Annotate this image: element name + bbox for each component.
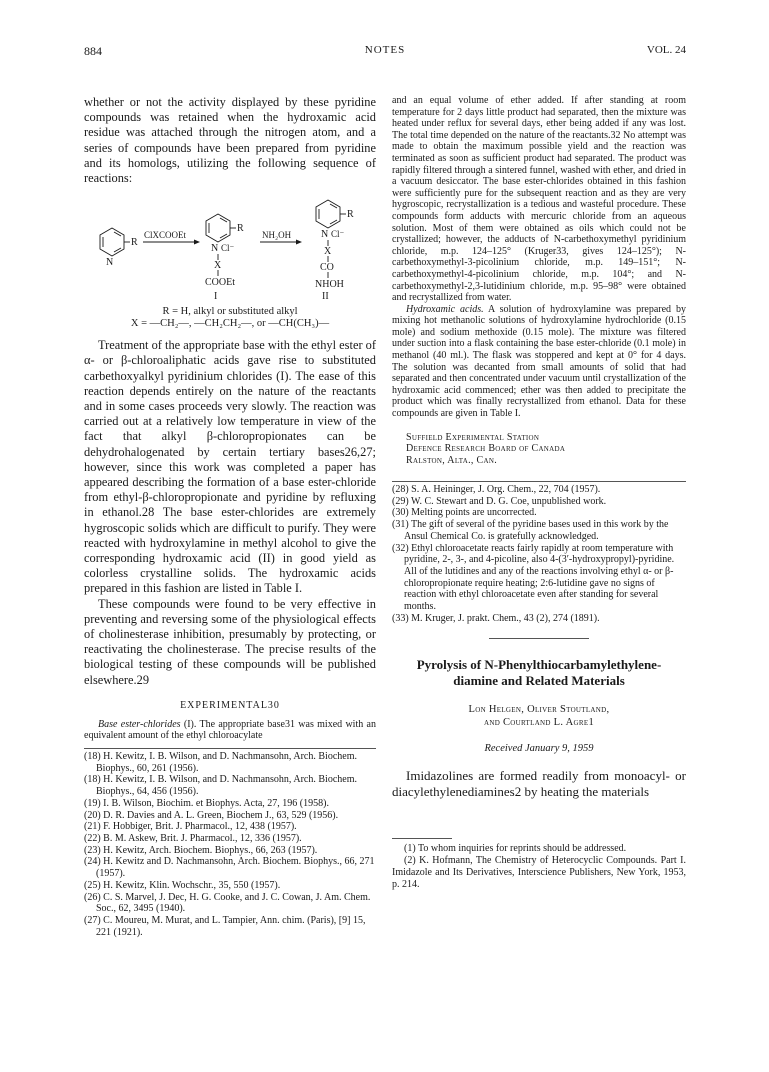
reference: (33) M. Kruger, J. prakt. Chem., 43 (2), 274 (1891). <box>392 612 600 624</box>
scheme-n-2: N <box>211 243 219 255</box>
compound-label-II: II <box>322 291 329 303</box>
reference: (21) F. Hobbiger, Brit. J. Pharmacol., 12, 438 (1957). <box>84 821 297 833</box>
hydroxamic-lead: Hydroxamic acids. <box>406 303 484 315</box>
scheme-x-1: X <box>214 260 222 272</box>
scheme-cl-1: Cl⁻ <box>221 243 235 254</box>
scheme-r-3: R <box>347 209 354 221</box>
hydroxamic-paragraph <box>392 304 686 420</box>
experimental-heading: EXPERIMENTAL30 <box>180 699 280 711</box>
reference: (27) C. Moureu, M. Murat, and L. Tampier, Ann. chim. (Paris), [9] 15, 221 (1921). <box>84 914 366 938</box>
reference: (30) Melting points are uncorrected. <box>392 507 537 519</box>
effect-paragraph: These compounds were found to be very effective in preventing and reversing some of the physiological effects of cholinesterase inhibition, presumably by protecting, or reactivating the cholinesterase. The precise results of the biological testing of these compounds will be published elsewhere.29 <box>84 596 376 687</box>
reference: (29) W. C. Stewart and D. G. Coe, unpublished work. <box>392 495 607 507</box>
experimental-paragraph <box>84 719 376 742</box>
reagent-1: ClXCOOEt <box>144 230 187 241</box>
reference: (19) I. B. Wilson, Biochim. et Biophys. Acta, 27, 196 (1958). <box>84 797 329 809</box>
affiliation-line-2: Defence Research Board of Canada <box>406 443 566 455</box>
experimental-continued: and an equal volume of ether added. If after standing at room temperature for 2 days little product had separated, then the mixture was heated under reflux for several days, ether being added if any was lost. The total time depended on the nature of the reactants.32 No attempt was made to obtain the maximum possible yield and the reaction was terminated as soon as sufficient product had separated. The product was rapidly filtered through a sintered funnel, washed with ether, and dried in a vacuum desiccator. The base ester-chlorides obtained in this fashion were sufficiently pure for the subsequent reaction and as they are very hygroscopic, recrystallization is a tedious and wasteful procedure. These compounds form adducts with mercuric chloride from an aqueous solution. Most of them were obtained as oils which could not be crystallized; however, the adducts of N-carbethoxymethyl pyridinium chloride, m.p. 124–125° (Kruger33, gives 124–125°); N-carbethoxymethyl-3-picolinium chloride, m.p. 149–151°; N-carbethoxymethyl-4-picolinium chloride, m.p. 104°; and N-carbethoxymethyl-2,3-lutidinium chloride, m.p. 95–98° were obtained and recrystallized from water. <box>392 95 686 304</box>
treatment-paragraph: Treatment of the appropriate base with the ethyl ester of α- or β-chloroaliphatic acids gave rise to substituted carbethoxyalkyl pyridinium chlorides (I). The ease of this reaction depends entirely on the nature of the reactants and in some cases proceeds very slowly. The reaction was carried out at a relatively low temperature in view of the fact that alkyl β-chloropropionates can be dehydrohalogenated by certain tertiary bases26,27; however, since this work was completed a paper has appeared describing the formation of a base ester-chloride from ethyl-β-chloropropionate and pyridine by refluxing in ethanol.28 The base ester-chlorides are extremely hygroscopic solids which are difficult to purify. They were reacted with hydroxylamine in methyl alcohol to give the corresponding hydroxamic acid (II) in good yield as colorless crystalline solids. The hydroxamic acids prepared in this fashion are listed in Table I. <box>84 338 376 596</box>
reference: (24) H. Kewitz and D. Nachmansohn, Arch. Biochem. Biophys., 66, 271 (1957). <box>84 856 375 880</box>
scheme-cooet: COOEt <box>205 277 235 289</box>
right-column <box>392 95 686 890</box>
reference: (18) H. Kewitz, I. B. Wilson, and D. Nachmansohn, Arch. Biochem. Biophys., 60, 261 (1956). <box>84 751 357 774</box>
footnote-rule <box>392 838 452 839</box>
page-number: 884 <box>84 44 102 58</box>
footnote: (2) K. Hofmann, The Chemistry of Heterocyclic Compounds. Part I. Imidazole and Its Derivatives, Interscience Publishers, New York, 1953, p. 214. <box>392 855 686 890</box>
scheme-co: CO <box>320 262 334 274</box>
legend-r: R = H, alkyl or substituted alkyl <box>162 306 298 318</box>
article-footnotes <box>392 843 686 890</box>
received-date: Received January 9, 1959 <box>484 743 594 755</box>
reaction-scheme <box>84 196 376 304</box>
reference: (26) C. S. Marvel, J. Dec, H. G. Cooke, and J. C. Cowan, J. Am. Chem. Soc., 62, 3495 (1940). <box>84 891 371 915</box>
article-opening: Imidazolines are formed readily from monoacyl- or diacylethylenediamines2 by heating the materials <box>392 768 686 800</box>
scheme-n-1: N <box>106 257 114 269</box>
article-title-line-1: Pyrolysis of N-Phenylthiocarbamylethylene- <box>416 657 662 673</box>
article-divider <box>489 638 589 639</box>
left-column <box>84 95 376 938</box>
reference: (28) S. A. Heininger, J. Org. Chem., 22, 704 (1957). <box>392 484 601 496</box>
scheme-x-2: X <box>324 246 332 258</box>
reference: (22) B. M. Askew, Brit. J. Pharmacol., 12, 336 (1957). <box>84 833 302 844</box>
article-title-line-2: diamine and Related Materials <box>453 673 625 689</box>
arrow-2-head <box>296 240 302 245</box>
running-header <box>84 44 686 60</box>
reference: (18) H. Kewitz, I. B. Wilson, and D. Nachmansohn, Arch. Biochem. Biophys., 64, 456 (1956). <box>84 774 357 798</box>
experimental-text: (I). The appropriate base31 was mixed with an equivalent amount of the ethyl chloroacylate <box>84 718 376 742</box>
hydroxamic-text: A solution of hydroxylamine was prepared by mixing hot methanolic solutions of hydroxylamine hydrochloride (0.15 mole) and sodium methoxide (0.15 mole). The mixture was filtered under suction into a flask containing the base ester-chloride (0.1 mole) in methanol (40 ml.). The flask was stoppered and kept at 0° for 4 days. The solution was decanted from small amounts of solid that had separated and then concentrated under vacuum until crystallization of the hydroxamic acid commenced; ether was then added to precipitate the product which was finally recrystallized from ethanol. Data for these compounds are given in Table I. <box>392 303 686 420</box>
experimental-lead: Base ester-chlorides <box>98 718 181 730</box>
affiliation-line-1: Suffield Experimental Station <box>406 431 540 443</box>
reference: (20) D. R. Davies and A. L. Green, Biochem J., 63, 529 (1956). <box>84 809 339 821</box>
authors-line-1: Lon Helgen, Oliver Stoutland, <box>468 704 610 716</box>
reference: (32) Ethyl chloroacetate reacts fairly rapidly at room temperature with pyridine, 2-, 3-, and 4-picoline, also 4-(3′-hydroxypropyl)-pyridine. All of the lutidines and any of the reactions involving ethyl α- or β-chloropropionate require heating; 2:6-lutidine gave no signs of reaction with ethyl chloroacetate even after standing for several months. <box>392 542 675 613</box>
article-authors <box>392 703 686 729</box>
legend-x: X = —CH₂—, —CH₂CH₂—, or —CH(CH₃)— <box>130 318 330 330</box>
reagent-2: NH₂OH <box>262 230 292 241</box>
reference: (31) The gift of several of the pyridine bases used in this work by the Ansul Chemical Co. is gratefully acknowledged. <box>392 519 669 542</box>
scheme-nhoh: NHOH <box>315 279 344 291</box>
scheme-r-2: R <box>237 223 244 235</box>
reference: (25) H. Kewitz, Klin. Wochschr., 35, 550 (1957). <box>84 879 281 891</box>
arrow-1-head <box>194 240 200 245</box>
authors-line-2: and Courtland L. Agre1 <box>483 717 594 729</box>
article-title <box>392 657 686 689</box>
intro-paragraph: whether or not the activity displayed by these pyridine compounds was retained when the hydroxamic acid residue was attached through the nitrogen atom, and a series of compounds have been prepared from pyridine and its homologs, utilizing the following sequence of reactions: <box>84 95 376 186</box>
footnote: (1) To whom inquiries for reprints should be addressed. <box>404 843 627 855</box>
affiliation <box>406 432 686 467</box>
right-references <box>392 481 686 624</box>
pyridine-ring-start <box>100 228 130 256</box>
reaction-scheme-drawing <box>84 196 376 304</box>
reference: (23) H. Kewitz, Arch. Biochem. Biophys., 66, 263 (1957). <box>84 844 318 856</box>
left-references <box>84 748 376 938</box>
volume-label: VOL. 24 <box>646 44 686 56</box>
scheme-r-1: R <box>131 237 138 249</box>
section-name: NOTES <box>364 44 406 56</box>
scheme-legend <box>84 306 376 330</box>
scheme-cl-2: Cl⁻ <box>331 229 345 240</box>
affiliation-line-3: Ralston, Alta., Can. <box>406 455 498 467</box>
compound-label-I: I <box>214 291 218 303</box>
scheme-n-3: N <box>321 229 329 241</box>
